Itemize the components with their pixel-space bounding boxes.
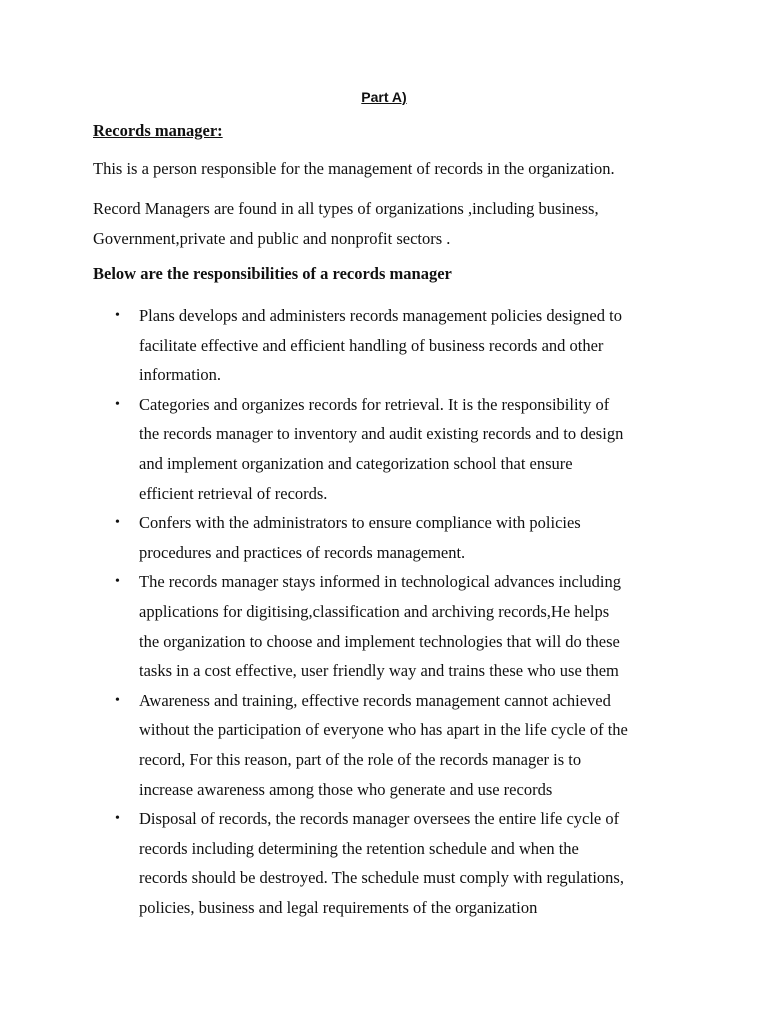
paragraph-line: Record Managers are found in all types of organizations ,including business,: [93, 199, 599, 218]
list-item: • Disposal of records, the records manager oversees the entire life cycle of records including determining the retention schedule and when the records should be destroyed. The schedule must comply with regulations, policies, business and legal requirements of the organization: [93, 804, 683, 922]
intro-paragraph: This is a person responsible for the management of records in the organization.: [93, 159, 615, 178]
responsibilities-list: [93, 301, 683, 922]
bullet-icon: •: [115, 515, 120, 531]
bullet-icon: •: [115, 396, 120, 412]
bullet-icon: •: [115, 308, 120, 323]
organizations-paragraph: [93, 194, 683, 254]
bullet-icon: •: [115, 811, 120, 827]
section-heading: Records manager:: [93, 121, 223, 140]
list-item: • Categories and organizes records for retrieval. It is the responsibility of the records manager to inventory and audit existing records and to design and implement organization and categorization school that ensure efficient retrieval of records.: [93, 390, 683, 508]
bullet-icon: •: [115, 692, 120, 708]
bullet-icon: •: [115, 574, 120, 590]
list-item: • The records manager stays informed in technological advances including applications for digitising,classification and archiving records,He helps the organization to choose and implement technologies that will do these tasks in a cost effective, user friendly way and trains these who use them: [93, 567, 683, 685]
list-item: • Confers with the administrators to ensure compliance with policies procedures and practices of records management.: [93, 508, 683, 567]
responsibilities-heading: Below are the responsibilities of a records manager: [93, 264, 452, 283]
list-item: • Plans develops and administers records management policies designed to facilitate effective and efficient handling of business records and other information.: [93, 301, 683, 390]
part-title: Part A): [361, 89, 407, 105]
list-item: • Awareness and training, effective records management cannot achieved without the participation of everyone who has apart in the life cycle of the record, For this reason, part of the role of the records manager is to increase awareness among those who generate and use records: [93, 686, 683, 804]
paragraph-line: Government,private and public and nonprofit sectors .: [93, 229, 451, 248]
